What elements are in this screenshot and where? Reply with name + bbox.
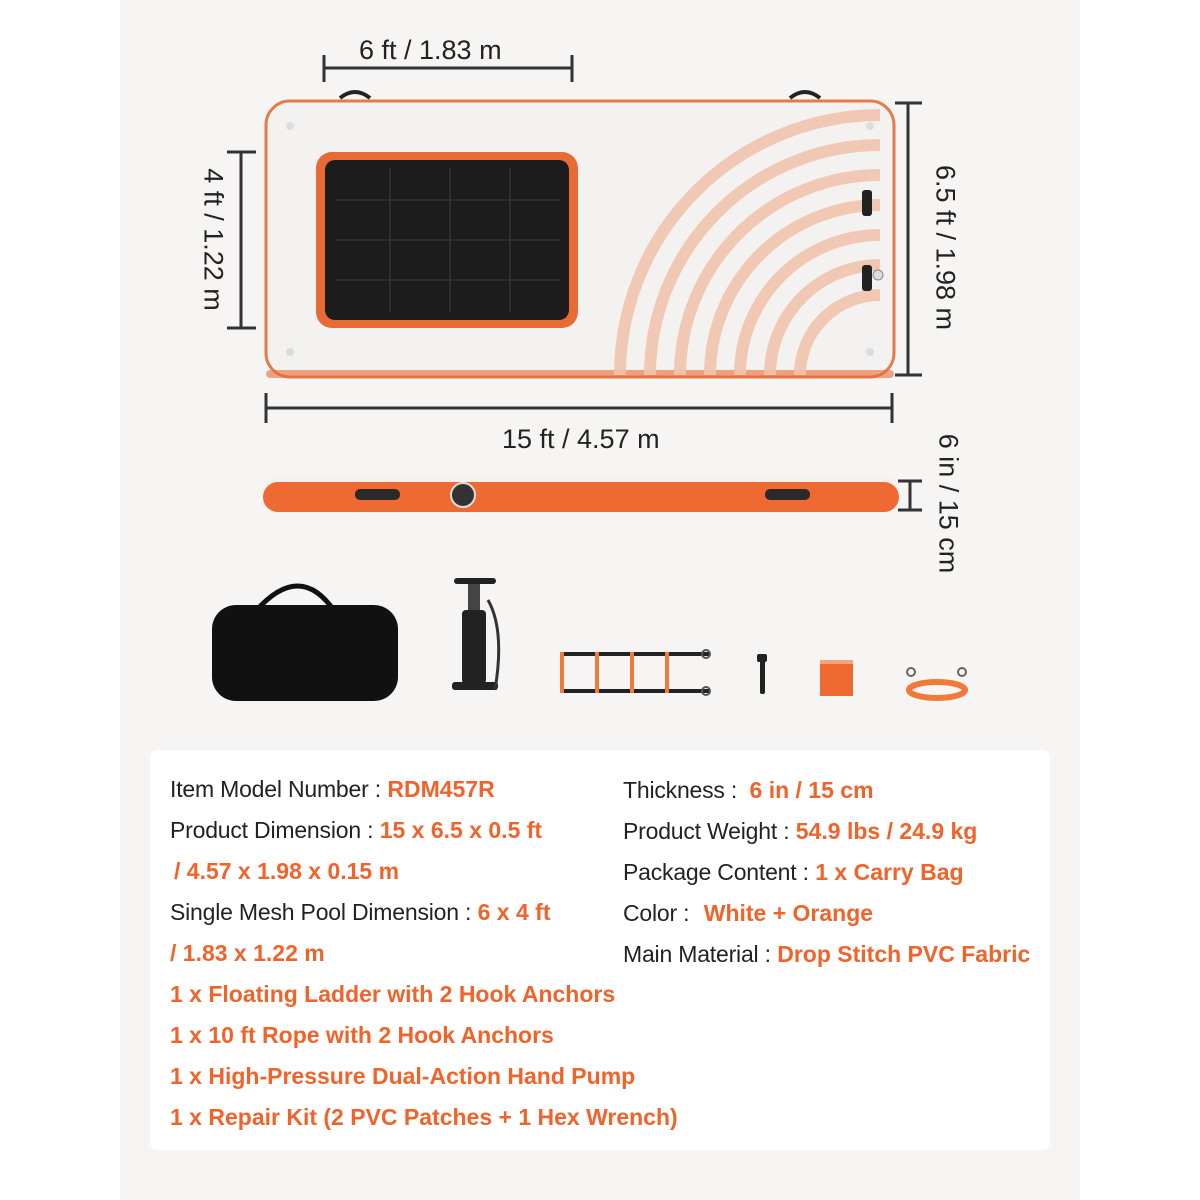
package-item: 1 x Floating Ladder with 2 Hook Anchors <box>170 981 616 1007</box>
board-length-dimension-line <box>266 393 892 423</box>
package-item: 1 x 10 ft Rope with 2 Hook Anchors <box>170 1022 554 1048</box>
weight-value: 54.9 lbs / 24.9 kg <box>795 818 978 844</box>
product-dimension-metric-row <box>174 858 399 885</box>
board-width-label: 6.5 ft / 1.98 m <box>930 164 961 331</box>
mesh-height-label: 4 ft / 1.22 m <box>198 168 229 311</box>
material-label: Main Material : <box>623 941 771 967</box>
board-length-label: 15 ft / 4.57 m <box>502 424 660 454</box>
board-top-view <box>266 92 894 378</box>
carry-bag-image <box>212 586 398 701</box>
material-value: Drop Stitch PVC Fabric <box>777 941 1031 967</box>
thickness-dimension-line <box>898 481 922 510</box>
pool-dimension-value: 6 x 4 ft <box>477 899 551 925</box>
product-dimension-metric: / 4.57 x 1.98 x 0.15 m <box>174 858 400 884</box>
package-row <box>623 859 964 886</box>
package-item-row <box>170 1022 554 1049</box>
package-item-row <box>170 981 615 1008</box>
board-width-dimension-line <box>895 103 922 375</box>
thickness-label: 6 in / 15 cm <box>933 433 964 574</box>
thickness-spec-value: 6 in / 15 cm <box>749 777 874 803</box>
pool-dimension-metric-row <box>170 940 325 967</box>
thickness-row <box>623 777 874 804</box>
package-item: 1 x Carry Bag <box>815 859 964 885</box>
product-dimension-row <box>170 817 542 844</box>
package-label: Package Content : <box>623 859 809 885</box>
mesh-height-dimension-line <box>227 152 256 328</box>
material-row <box>623 941 1030 968</box>
color-row <box>623 900 873 927</box>
weight-label: Product Weight : <box>623 818 790 844</box>
board-side-view <box>263 478 899 512</box>
package-item: 1 x High-Pressure Dual-Action Hand Pump <box>170 1063 636 1089</box>
model-value: RDM457R <box>387 776 495 802</box>
pool-dimension-label: Single Mesh Pool Dimension : <box>170 899 472 925</box>
hex-wrench-image <box>757 654 767 694</box>
rope-image <box>907 668 966 698</box>
mesh-width-label: 6 ft / 1.83 m <box>359 35 502 65</box>
model-row <box>170 776 495 803</box>
hand-pump-image <box>452 578 499 690</box>
package-item-row <box>170 1104 678 1131</box>
floating-ladder-image <box>560 650 710 695</box>
model-label: Item Model Number : <box>170 776 381 802</box>
package-item-row <box>170 1063 635 1090</box>
color-value: White + Orange <box>703 900 874 926</box>
color-label: Color : <box>623 900 690 926</box>
product-dimension-label: Product Dimension : <box>170 817 374 843</box>
pool-dimension-metric: / 1.83 x 1.22 m <box>170 940 325 966</box>
repair-patches-image <box>820 660 853 696</box>
weight-row <box>623 818 977 845</box>
thickness-spec-label: Thickness : <box>623 777 738 803</box>
product-dimension-value: 15 x 6.5 x 0.5 ft <box>379 817 543 843</box>
package-item: 1 x Repair Kit (2 PVC Patches + 1 Hex Wrench) <box>170 1104 678 1130</box>
pool-dimension-row <box>170 899 550 926</box>
